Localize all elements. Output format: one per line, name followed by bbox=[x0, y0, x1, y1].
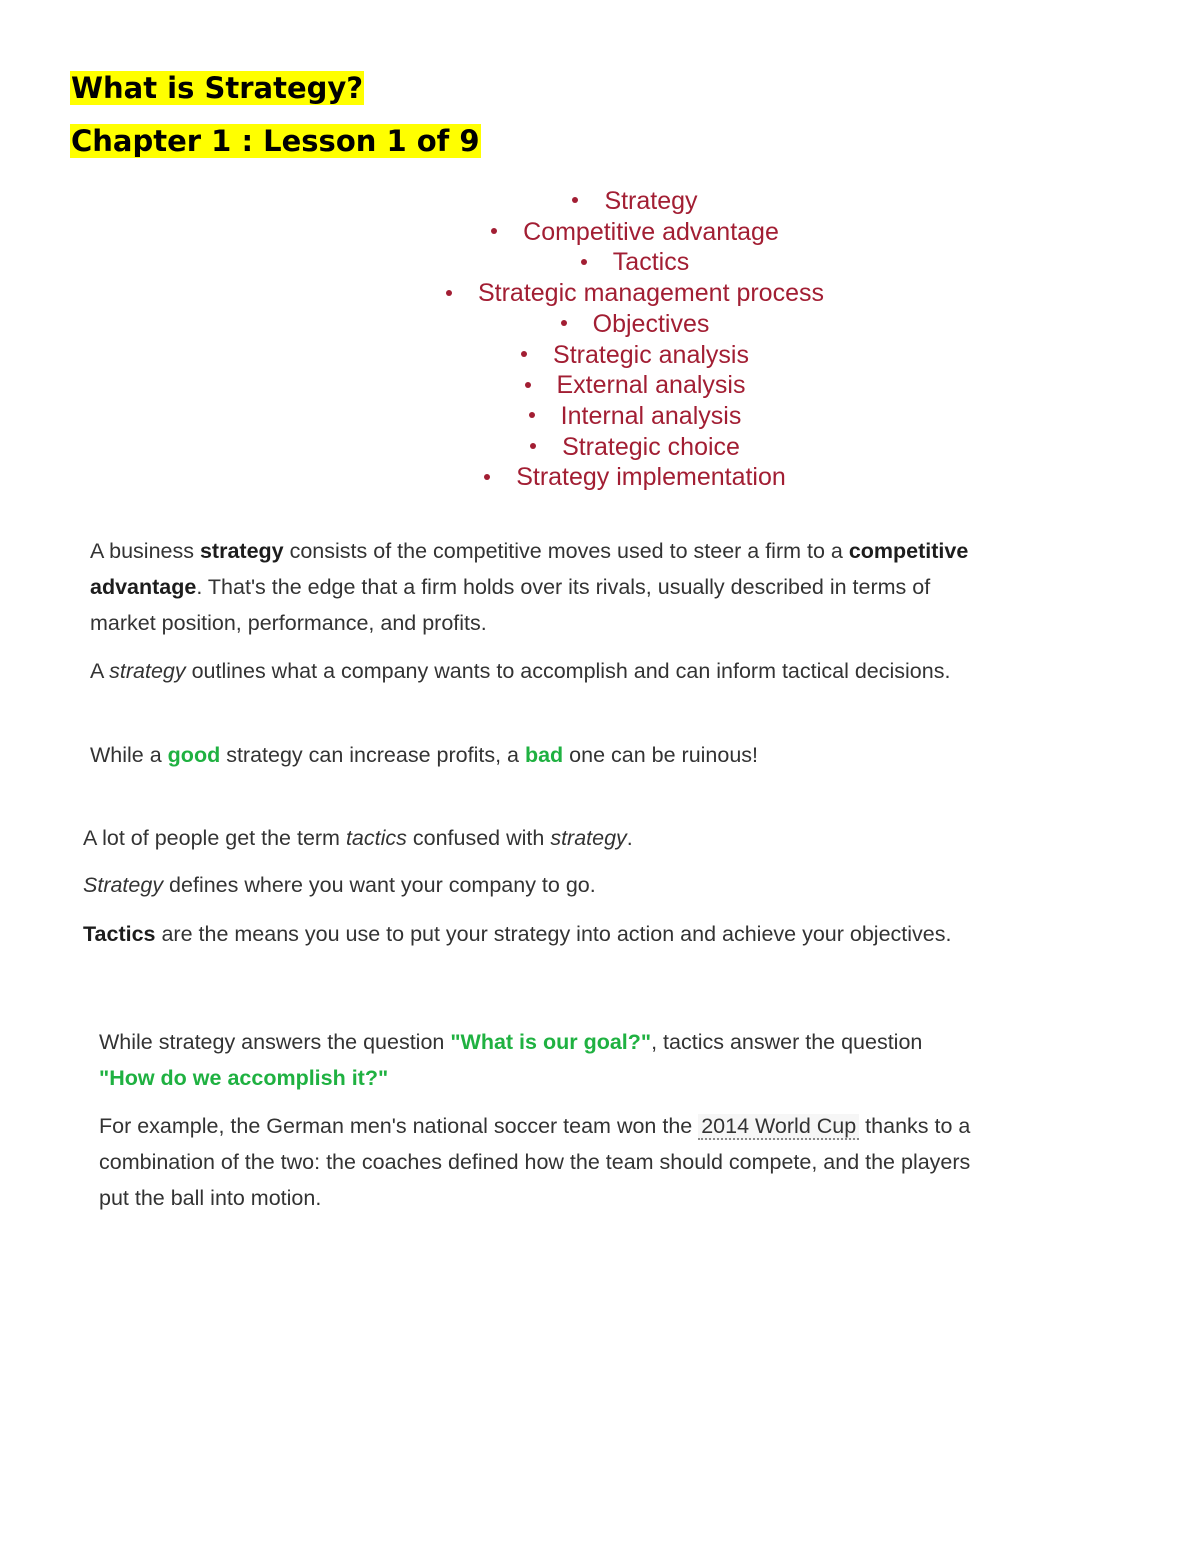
page-title: What is Strategy? bbox=[71, 71, 364, 105]
bullet-icon bbox=[529, 412, 535, 418]
topic-item: Strategic choice bbox=[0, 432, 1200, 463]
bullet-icon bbox=[572, 197, 578, 203]
goal-question-paragraph: While strategy answers the question "What is our goal?", tactics answer the question "How do we accomplish it?" bbox=[99, 1030, 923, 1090]
bullet-icon bbox=[525, 382, 531, 388]
bullet-icon bbox=[561, 320, 567, 326]
topic-item: Competitive advantage bbox=[0, 217, 1200, 248]
strategy-defines-paragraph: Strategy defines where you want your company to go. bbox=[83, 873, 596, 897]
topic-item: Strategy implementation bbox=[0, 462, 1200, 493]
good-bad-strategy-paragraph: While a good strategy can increase profits, a bad one can be ruinous! bbox=[90, 743, 759, 767]
world-cup-link[interactable]: 2014 World Cup bbox=[698, 1114, 859, 1140]
strategy-definition-paragraph: A business strategy consists of the competitive moves used to steer a firm to a competitive advantage. That's the edge that a firm holds over its rivals, usually described in terms of market position, performance, and profits. bbox=[90, 539, 969, 635]
tactics-definition-paragraph: Tactics are the means you use to put your strategy into action and achieve your objectives. bbox=[83, 922, 952, 946]
strategy-outline-paragraph: A strategy outlines what a company wants to accomplish and can inform tactical decisions. bbox=[90, 659, 951, 683]
bullet-icon bbox=[581, 259, 587, 265]
chapter-lesson-label: Chapter 1 : Lesson 1 of 9 bbox=[71, 124, 480, 158]
topic-item: Strategic management process bbox=[0, 278, 1200, 309]
topic-item: Strategic analysis bbox=[0, 340, 1200, 371]
topic-item: Objectives bbox=[0, 309, 1200, 340]
bullet-icon bbox=[491, 228, 497, 234]
bullet-icon bbox=[484, 474, 490, 480]
bullet-icon bbox=[530, 443, 536, 449]
topic-item: Internal analysis bbox=[0, 401, 1200, 432]
bullet-icon bbox=[521, 351, 527, 357]
topic-item: Tactics bbox=[0, 247, 1200, 278]
topic-item: External analysis bbox=[0, 370, 1200, 401]
world-cup-example-paragraph: For example, the German men's national soccer team won the 2014 World Cup thanks to a combination of the two: the coaches defined how the team should compete, and the players put the ball into motion. bbox=[99, 1114, 971, 1210]
topic-item: Strategy bbox=[0, 186, 1200, 217]
bullet-icon bbox=[446, 290, 452, 296]
topic-list bbox=[0, 186, 1200, 493]
tactics-confusion-paragraph: A lot of people get the term tactics confused with strategy. bbox=[83, 826, 633, 850]
